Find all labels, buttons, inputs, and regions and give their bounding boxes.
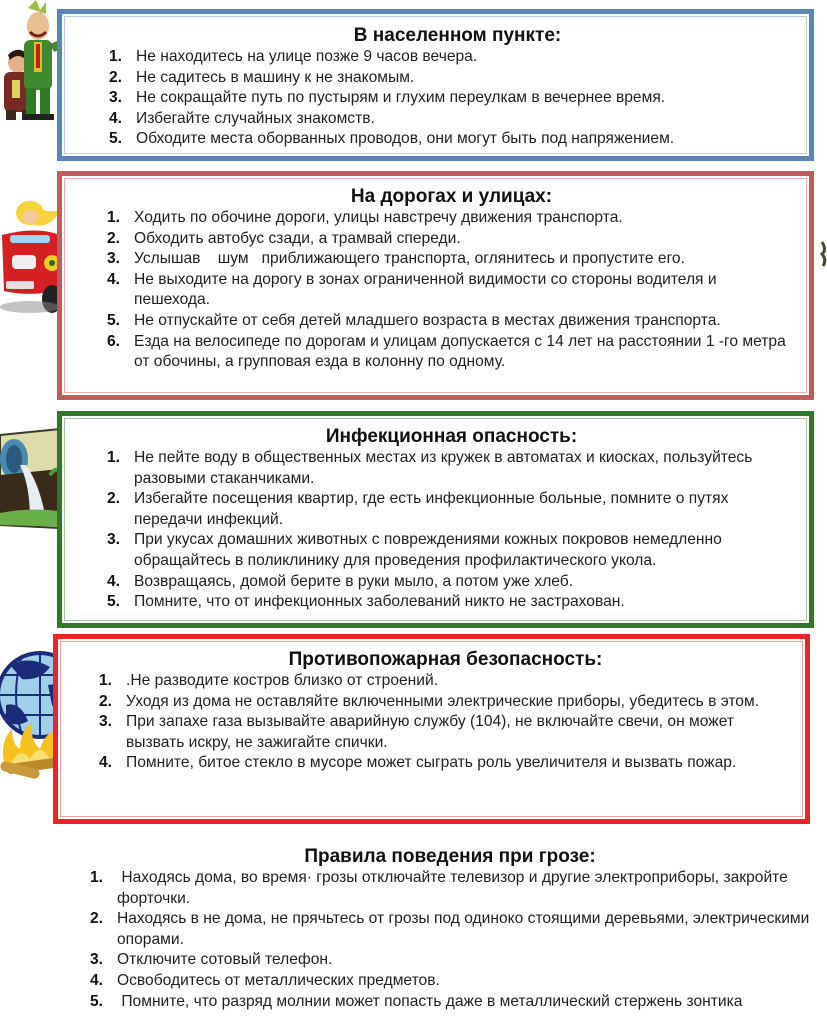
rules-list [109, 47, 806, 150]
list-item: 2. Уходя из дома не оставляйте включенными электрические приборы, убедитесь в этом. [99, 692, 760, 710]
list-item: 4. Возвращаясь, домой берите в руки мыло, а потом уже хлеб. [107, 572, 574, 590]
list-item: 2. Находясь в не дома, не прячьтесь от грозы под одиноко стоящими деревьями, электрическими опорами. [90, 910, 814, 948]
rules-list [107, 208, 796, 373]
list-item: 3. Не сокращайте путь по пустырям и глухим переулкам в вечернее время. [109, 89, 666, 107]
section-title: На дорогах и улицах: [350, 186, 553, 207]
section-fire [53, 634, 810, 824]
section-storm [90, 846, 814, 1034]
rules-list [107, 448, 796, 613]
list-item: 4. Помните, битое стекло в мусоре может сыграть роль увеличителя и вызвать пожар. [99, 754, 737, 772]
list-item: 3. При укусах домашних животных с повреждениями кожных покровов немедленно обращайтесь в поликлинику для проведения профилактического укола. [107, 531, 727, 569]
list-item: 1. Находясь дома, во время· грозы отключайте телевизор и другие электроприборы, закройте форточки. [90, 869, 793, 907]
section-infection [57, 411, 814, 628]
list-item: 4. Избегайте случайных знакомств. [109, 109, 375, 127]
list-item: 2. Избегайте посещения квартир, где есть инфекционные больные, помните о путях передачи инфекций. [107, 490, 733, 528]
section-title: Противопожарная безопасность: [288, 649, 603, 670]
section-roads [57, 171, 814, 400]
list-item: 1. .Не разводите костров близко от строений. [99, 672, 439, 689]
list-item: 5. Обходите места оборванных проводов, они могут быть под напряжением. [109, 130, 675, 148]
partial-illustration-icon [818, 240, 827, 268]
list-item: 4. Освободитесь от металлических предметов. [90, 971, 440, 989]
list-item: 6. Езда на велосипеде по дорогам и улицам допускается с 14 лет на расстоянии 1 -го метра от обочины, а групповая езда в колонну по одному. [107, 332, 791, 371]
list-item: 1. Не находитесь на улице позже 9 часов вечера. [109, 48, 478, 65]
section-title: В населенном пункте: [353, 25, 562, 46]
list-item: 4. Не выходите на дорогу в зонах ограниченной видимости со стороны водителя и пешехода. [107, 270, 721, 309]
rules-list [90, 868, 814, 1012]
list-item: 3. Услышав шум приближающего транспорта, оглянитесь и пропустите его. [107, 250, 685, 268]
list-item: 5. Помните, что разряд молнии может попасть даже в металлический стержень зонтика [90, 992, 743, 1010]
list-item: 2. Не садитесь в машину к не знакомым. [109, 68, 415, 86]
section-title: Инфекционная опасность: [325, 426, 578, 447]
list-item: 1. Не пейте воду в общественных местах из кружек в автоматах и киосках, пользуйтесь разовыми стаканчиками. [107, 449, 757, 487]
list-item: 3. Отключите сотовый телефон. [90, 951, 333, 969]
list-item: 5. Не отпускайте от себя детей младшего возраста в местах движения транспорта. [107, 311, 721, 329]
section-title: Правила поведения при грозе: [304, 846, 596, 867]
list-item: 2. Обходить автобус сзади, а трамвай спереди. [107, 229, 461, 247]
list-item: 1. Ходить по обочине дороги, улицы навстречу движения транспорта. [107, 209, 623, 226]
list-item: 5. Помните, что от инфекционных заболеваний никто не застрахован. [107, 593, 625, 611]
list-item: 3. При запахе газа вызывайте аварийную службу (104), не включайте свечи, он может вызвать искру, не зажигайте спички. [99, 713, 739, 751]
rules-list [99, 671, 792, 774]
section-town [57, 9, 814, 161]
